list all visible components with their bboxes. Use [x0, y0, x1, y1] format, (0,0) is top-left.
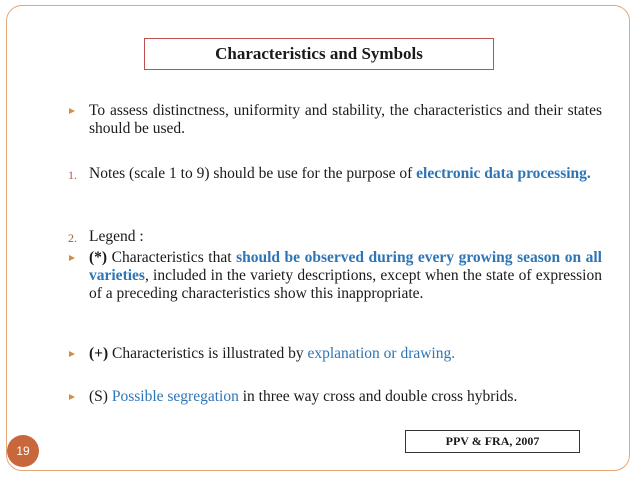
highlight-text: explanation or drawing. [307, 345, 456, 362]
item-text-part: in three way cross and double cross hybrids. [238, 388, 518, 405]
item-number: 1. [68, 168, 77, 182]
bullet-text [68, 249, 602, 303]
bullet-item-segregation [68, 388, 602, 406]
slide-title: Characteristics and Symbols [144, 38, 494, 70]
bullet-text [68, 345, 602, 363]
bullet-item-illustrated [68, 345, 602, 363]
numbered-item-legend [68, 228, 602, 246]
symbol-label: (+) [89, 345, 109, 362]
item-text-part: , included in the variety descriptions, except when the state of expression of a preceding characteristics show this inappropriate. [89, 267, 602, 302]
item-number: 2. [68, 231, 77, 245]
item-text-part: Characteristics is illustrated by [108, 345, 308, 362]
bullet-arrow-icon [69, 351, 75, 357]
symbol-label: (S) [89, 388, 108, 405]
bullet-text [68, 388, 602, 406]
highlight-text: electronic data processing. [416, 165, 591, 182]
page-number-badge: 19 [7, 435, 39, 467]
footer-citation: PPV & FRA, 2007 [405, 430, 580, 453]
bullet-arrow-icon [69, 255, 75, 261]
item-text [68, 165, 602, 183]
bullet-item-observed [68, 249, 602, 303]
item-text-part: Notes (scale 1 to 9) should be use for the purpose of [89, 165, 417, 182]
bullet-item-assess [68, 102, 602, 138]
highlight-text: Possible segregation [111, 388, 239, 405]
symbol-label: (*) [89, 249, 108, 266]
bullet-arrow-icon [69, 108, 75, 114]
item-text: Legend : [89, 228, 144, 245]
highlight-text: should be observed during every growing season on all varieties [89, 249, 602, 284]
item-text-part: Characteristics that [107, 249, 237, 266]
bullet-arrow-icon [69, 394, 75, 400]
numbered-item-notes [68, 165, 602, 183]
bullet-text: To assess distinctness, uniformity and stability, the characteristics and their states should be used. [89, 102, 602, 137]
